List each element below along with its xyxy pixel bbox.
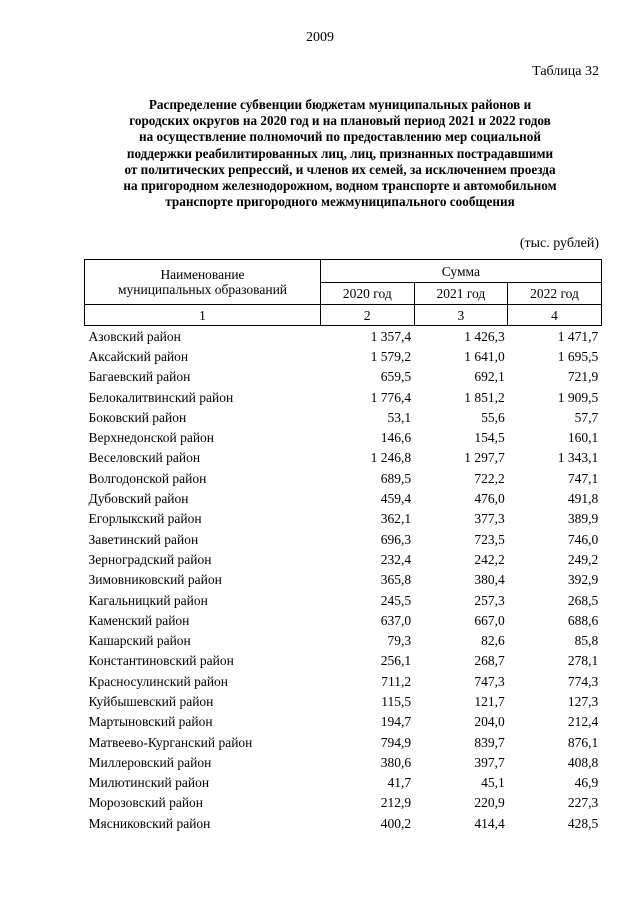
value-2021: 1 641,0 <box>464 348 505 364</box>
value-2021: 257,3 <box>474 592 505 608</box>
value-2021: 1 297,7 <box>464 450 505 466</box>
header-year-2022: 2022 год <box>508 283 602 305</box>
value-2021: 55,6 <box>481 409 505 425</box>
title-line: на пригородном железнодорожном, водном транспорте и автомобильном <box>123 178 557 194</box>
municipality-name: Мартыновский район <box>88 714 213 730</box>
title-line: на осуществление полномочий по предоставлению мер социальной <box>139 129 541 145</box>
value-2022: 746,0 <box>567 531 599 547</box>
municipality-name: Милютинский район <box>88 775 210 791</box>
municipality-name: Зимовниковский район <box>88 572 222 588</box>
table-row <box>85 367 602 387</box>
value-2020: 256,1 <box>380 653 412 669</box>
header-year-2021: 2021 год <box>414 283 508 305</box>
value-2022: 688,6 <box>567 612 599 628</box>
value-2021: 268,7 <box>474 653 505 669</box>
header-year-2020: 2020 год <box>321 283 415 305</box>
value-2022: 46,9 <box>574 775 599 791</box>
municipality-name: Красносулинский район <box>88 673 229 689</box>
value-2020: 146,6 <box>380 430 412 446</box>
municipality-name: Заветинский район <box>88 531 199 547</box>
value-2020: 79,3 <box>387 633 412 649</box>
municipality-name: Зерноградский район <box>88 551 212 567</box>
table-body <box>85 326 602 834</box>
table-row <box>85 326 602 347</box>
units-label: (тыс. рублей) <box>519 236 599 251</box>
value-2022: 85,8 <box>574 633 599 649</box>
value-2020: 194,7 <box>380 714 412 730</box>
value-2020: 1 579,2 <box>370 348 412 364</box>
value-2021: 397,7 <box>474 754 505 770</box>
table-row <box>85 651 602 671</box>
table-row <box>85 346 602 366</box>
value-2022: 227,3 <box>567 795 599 811</box>
value-2021: 82,6 <box>481 633 505 649</box>
municipality-name: Егорлыкский район <box>88 511 202 527</box>
column-number: 2 <box>321 305 415 326</box>
municipality-name: Матвеево-Курганский район <box>88 734 253 750</box>
table-row <box>85 509 602 529</box>
value-2021: 377,3 <box>474 511 505 527</box>
value-2021: 242,2 <box>474 551 505 567</box>
municipality-name: Верхнедонской район <box>88 430 215 446</box>
municipality-name: Дубовский район <box>88 491 189 507</box>
municipality-name: Белокалитвинский район <box>88 389 234 405</box>
municipality-name: Кашарский район <box>88 633 191 649</box>
value-2022: 160,1 <box>567 430 599 446</box>
municipality-name: Кагальницкий район <box>88 592 208 608</box>
column-number: 3 <box>414 305 508 326</box>
table-row <box>85 529 602 549</box>
value-2020: 711,2 <box>381 673 412 689</box>
table-row <box>85 387 602 407</box>
value-2021: 839,7 <box>474 734 505 750</box>
table-row <box>85 630 602 650</box>
value-2020: 232,4 <box>380 551 412 567</box>
table-row <box>85 407 602 427</box>
value-2020: 1 246,8 <box>370 450 412 466</box>
value-2020: 1 357,4 <box>370 328 412 344</box>
value-2021: 476,0 <box>474 491 505 507</box>
value-2021: 1 851,2 <box>464 389 505 405</box>
value-2022: 1 471,7 <box>557 328 599 344</box>
value-2020: 400,2 <box>380 815 412 831</box>
municipality-name: Морозовский район <box>88 795 204 811</box>
column-number: 4 <box>508 305 602 326</box>
value-2020: 212,9 <box>380 795 412 811</box>
value-2020: 696,3 <box>380 531 412 547</box>
value-2022: 1 343,1 <box>557 450 599 466</box>
table-row <box>85 793 602 813</box>
table-row <box>85 813 602 833</box>
municipality-name: Куйбышевский район <box>88 693 214 709</box>
value-2020: 245,5 <box>380 592 412 608</box>
table-row <box>85 468 602 488</box>
value-2022: 408,8 <box>567 754 599 770</box>
value-2020: 459,4 <box>380 491 412 507</box>
page-number: 2009 <box>306 30 334 45</box>
value-2021: 414,4 <box>474 815 505 831</box>
municipality-name: Аксайский район <box>88 348 189 364</box>
value-2020: 41,7 <box>387 775 412 791</box>
value-2020: 380,6 <box>380 754 412 770</box>
value-2022: 1 695,5 <box>557 348 599 364</box>
value-2021: 154,5 <box>474 430 505 446</box>
value-2022: 428,5 <box>567 815 599 831</box>
document-title <box>80 97 600 210</box>
value-2021: 722,2 <box>474 470 505 486</box>
title-line: городских округов на 2020 год и на плановый период 2021 и 2022 годов <box>129 113 551 129</box>
header-sum: Сумма <box>321 260 602 283</box>
value-2020: 365,8 <box>380 572 412 588</box>
municipality-name: Волгодонской район <box>88 470 207 486</box>
subvention-table <box>84 259 602 833</box>
value-2020: 794,9 <box>380 734 412 750</box>
table-row <box>85 488 602 508</box>
value-2020: 689,5 <box>380 470 412 486</box>
value-2020: 53,1 <box>387 409 412 425</box>
value-2021: 380,4 <box>474 572 505 588</box>
header-name-column <box>85 260 321 305</box>
table-row <box>85 773 602 793</box>
municipality-name: Багаевский район <box>88 369 191 385</box>
table-row <box>85 712 602 732</box>
value-2021: 1 426,3 <box>464 328 505 344</box>
value-2022: 212,4 <box>567 714 599 730</box>
value-2021: 220,9 <box>474 795 505 811</box>
value-2021: 121,7 <box>474 693 505 709</box>
value-2021: 747,3 <box>474 673 505 689</box>
value-2021: 692,1 <box>474 369 505 385</box>
municipality-name: Константиновский район <box>88 653 234 669</box>
value-2022: 392,9 <box>567 572 599 588</box>
value-2021: 667,0 <box>474 612 505 628</box>
value-2022: 249,2 <box>567 551 599 567</box>
table-row <box>85 610 602 630</box>
value-2022: 268,5 <box>567 592 599 608</box>
title-line: от политических репрессий, и членов их семей, за исключением проезда <box>124 161 556 177</box>
municipality-name: Миллеровский район <box>88 754 212 770</box>
municipality-name: Мясниковский район <box>88 815 211 831</box>
table-row <box>85 752 602 772</box>
value-2022: 876,1 <box>567 734 599 750</box>
title-line: Распределение субвенции бюджетам муниципальных районов и <box>148 97 532 112</box>
value-2022: 774,3 <box>567 673 599 689</box>
value-2022: 491,8 <box>567 491 599 507</box>
table-row <box>85 448 602 468</box>
value-2022: 57,7 <box>574 409 599 425</box>
header-name-line: Наименование <box>160 267 245 282</box>
table-label: Таблица 32 <box>532 64 599 79</box>
value-2020: 362,1 <box>380 511 412 527</box>
table-row <box>85 570 602 590</box>
title-line: транспорте пригородного межмуниципального сообщения <box>165 194 515 210</box>
column-number: 1 <box>85 305 321 326</box>
value-2022: 721,9 <box>567 369 599 385</box>
value-2022: 747,1 <box>567 470 599 486</box>
municipality-name: Каменский район <box>88 612 190 628</box>
value-2020: 1 776,4 <box>370 389 412 405</box>
value-2021: 204,0 <box>474 714 505 730</box>
value-2020: 115,5 <box>381 693 412 709</box>
municipality-name: Азовский район <box>88 328 181 344</box>
header-name-line: муниципальных образований <box>117 282 288 297</box>
value-2021: 723,5 <box>474 531 505 547</box>
table-row <box>85 732 602 752</box>
title-line: поддержки реабилитированных лиц, лиц, признанных пострадавшими <box>126 145 554 161</box>
value-2022: 278,1 <box>567 653 599 669</box>
value-2022: 389,9 <box>567 511 599 527</box>
table-row <box>85 549 602 569</box>
value-2021: 45,1 <box>481 775 505 791</box>
value-2020: 659,5 <box>380 369 412 385</box>
table-row <box>85 590 602 610</box>
table-row <box>85 427 602 447</box>
value-2022: 1 909,5 <box>557 389 599 405</box>
table-row <box>85 691 602 711</box>
value-2022: 127,3 <box>567 693 599 709</box>
municipality-name: Боковский район <box>88 409 187 425</box>
value-2020: 637,0 <box>380 612 412 628</box>
table-header <box>85 260 602 326</box>
municipality-name: Веселовский район <box>88 450 201 466</box>
table-row <box>85 671 602 691</box>
